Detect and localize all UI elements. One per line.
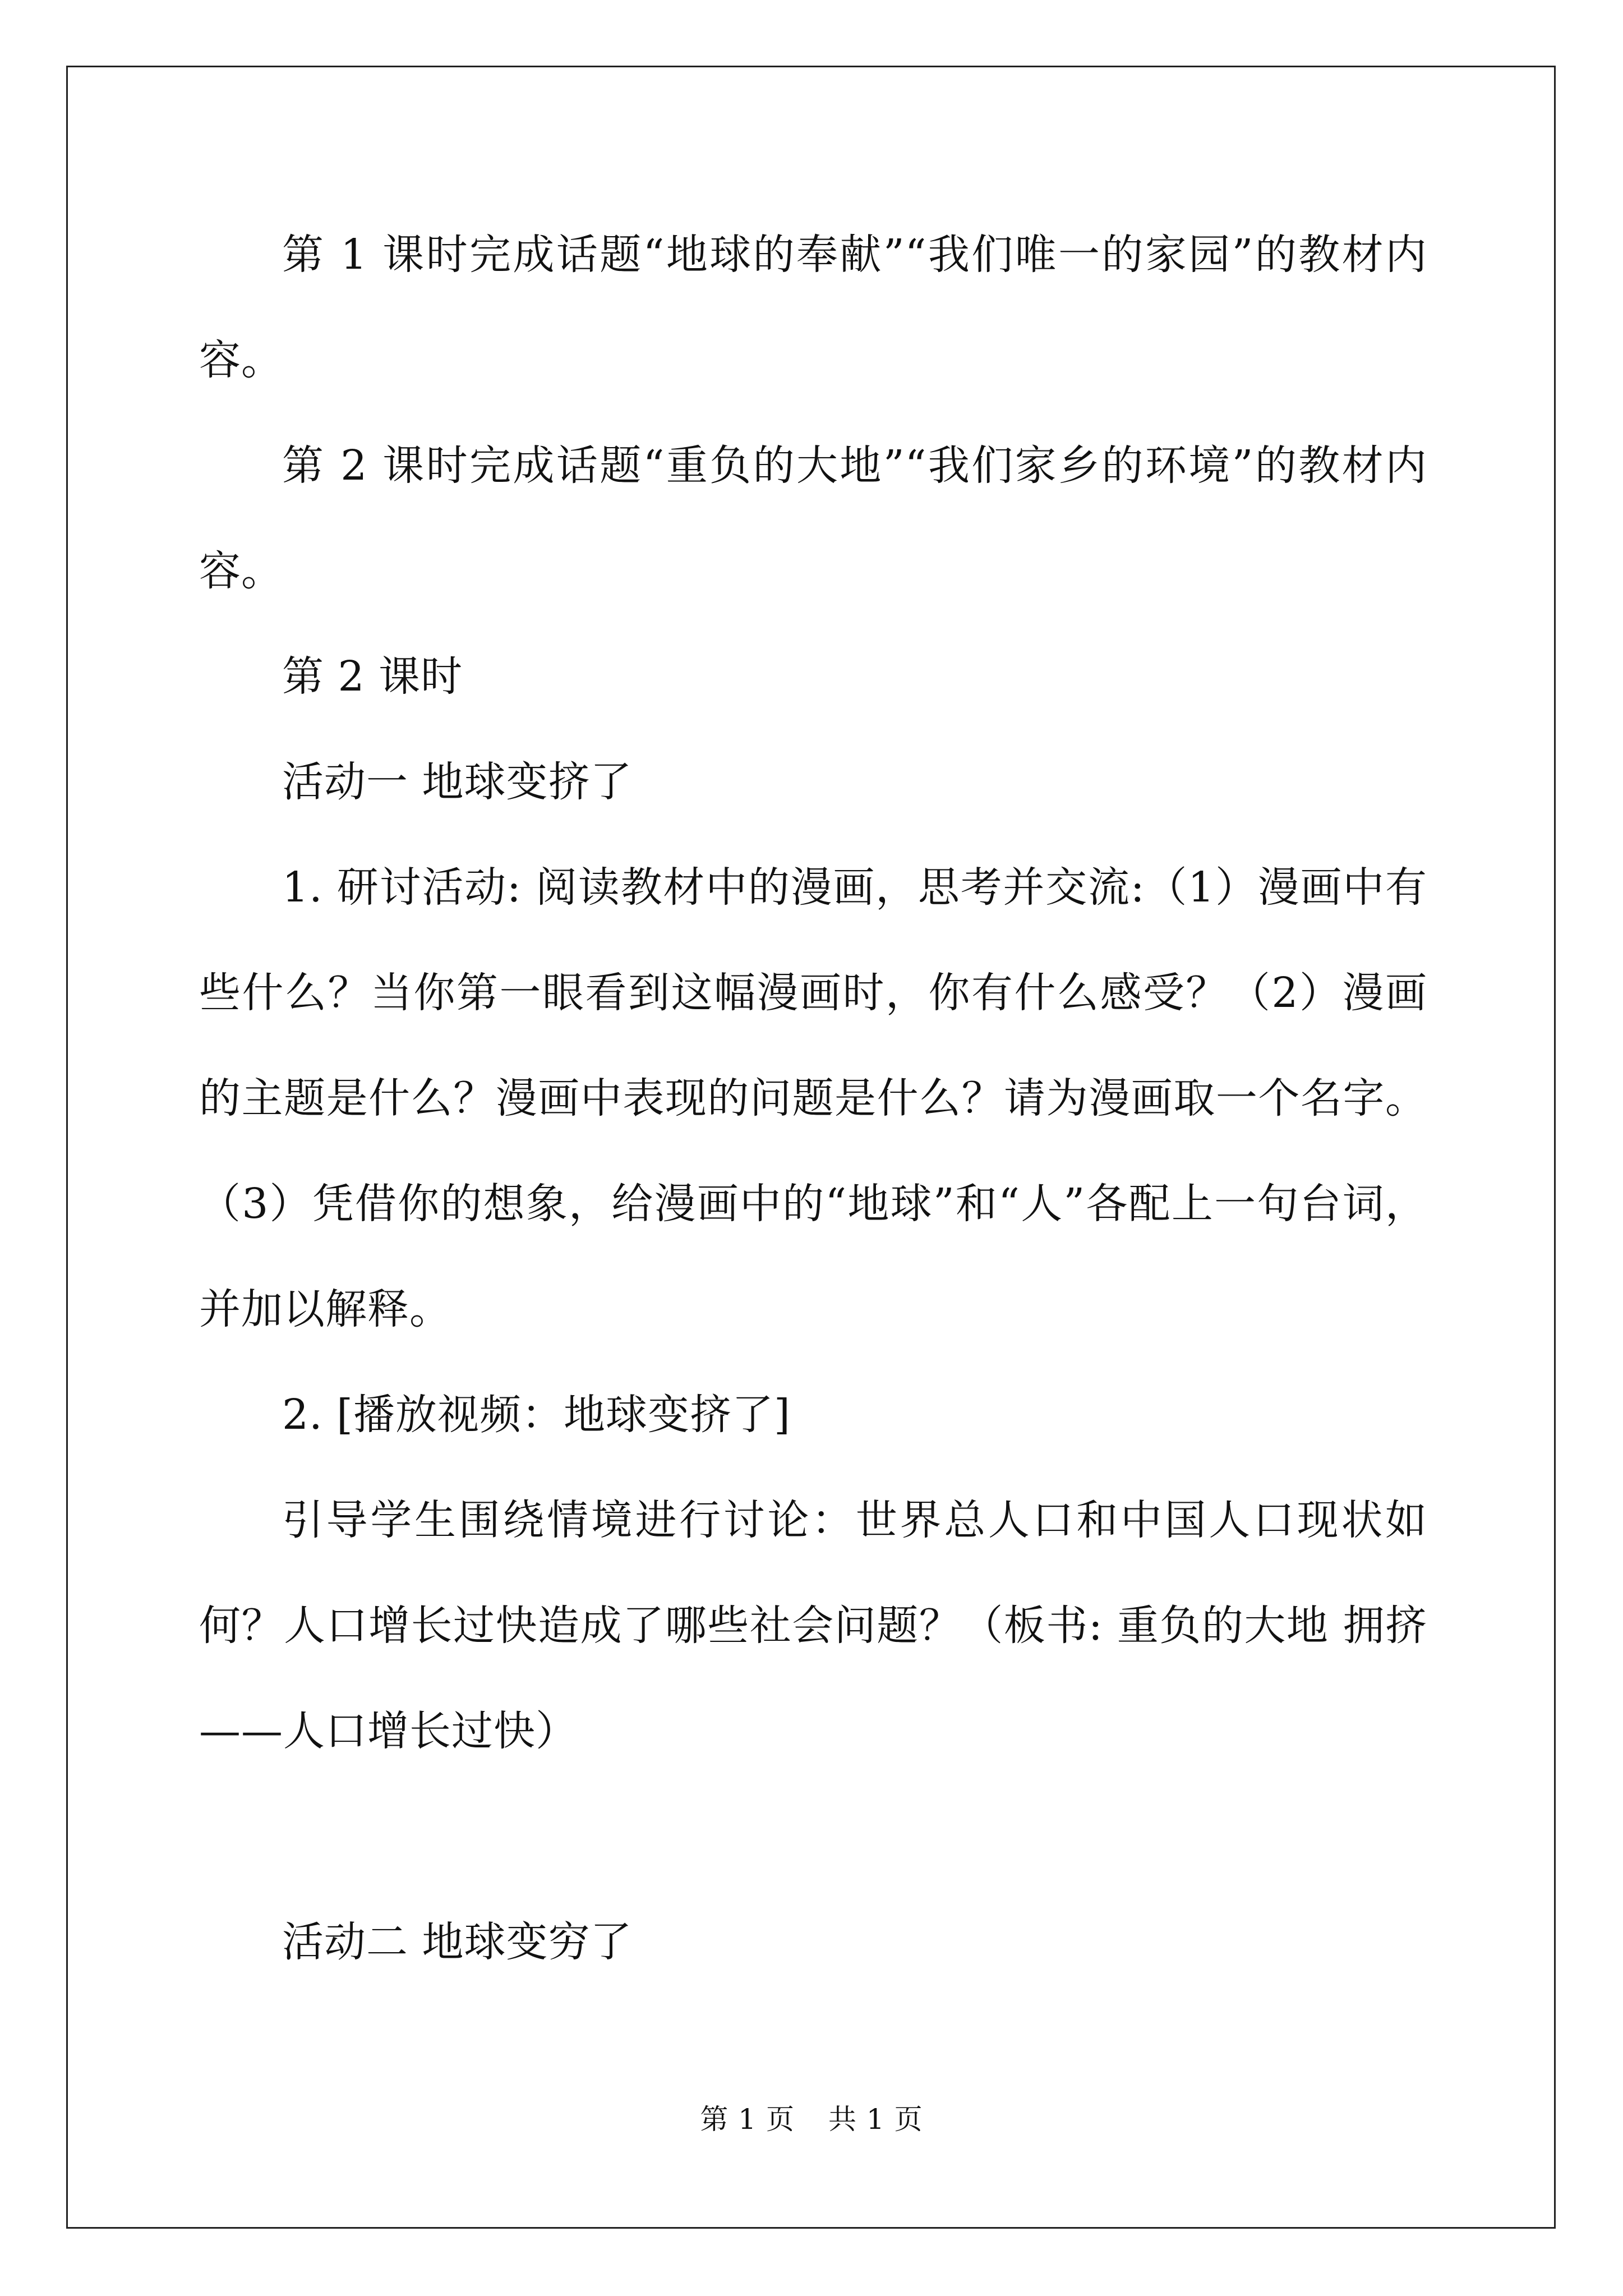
paragraph-discussion: 1. 研讨活动: 阅读教材中的漫画，思考并交流:（1）漫画中有些什么？当你第一眼看到这幅漫画时，你有什么感受？（2）漫画的主题是什么？漫画中表现的问题是什么？请为漫画取一个名字。（3）凭借你的想象，给漫画中的“地球”和“人”各配上一句台词，并加以解释。: [199, 863, 1427, 1333]
activity-heading-1: 活动一 地球变挤了: [282, 758, 633, 806]
paragraph-lesson2: 第 2 课时完成话题“重负的大地”“我们家乡的环境”的教材内容。: [199, 441, 1427, 595]
document-body: [199, 202, 1427, 1995]
page-number-current: 第 1 页: [700, 2103, 795, 2136]
page-number-total: 共 1 页: [828, 2103, 923, 2136]
paragraph-guidance: 引导学生围绕情境进行讨论：世界总人口和中国人口现状如何？人口增长过快造成了哪些社会问题？（板书: 重负的大地 拥挤——人口增长过快）: [199, 1496, 1427, 1755]
activity-heading-2: 活动二 地球变穷了: [282, 1918, 633, 1966]
page-footer: [0, 2102, 1623, 2136]
paragraph-video: 2. [播放视频：地球变挤了]: [282, 1391, 791, 1439]
paragraph-lesson1: 第 1 课时完成话题“地球的奉献”“我们唯一的家园”的教材内容。: [199, 231, 1427, 384]
section-heading-lesson2: 第 2 课时: [282, 652, 463, 701]
